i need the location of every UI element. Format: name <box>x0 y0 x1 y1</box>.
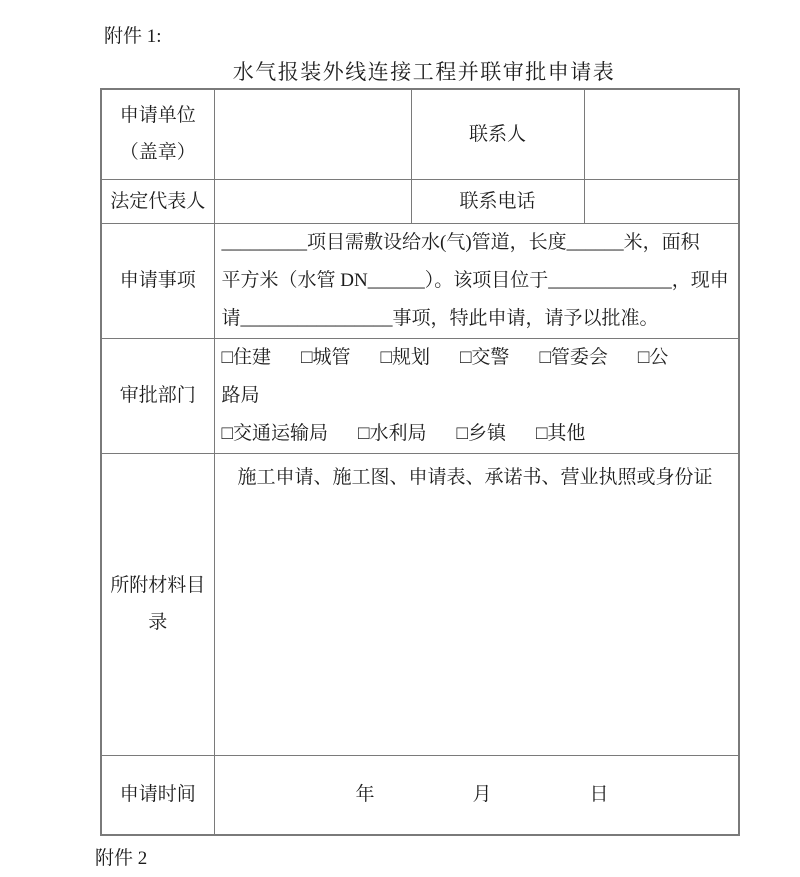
approval-departments-content-cell <box>214 338 739 453</box>
application-date-label: 申请时间 <box>119 784 196 806</box>
application-matter-label-cell <box>101 223 214 338</box>
date-units-line <box>215 780 739 810</box>
attached-materials-label-cell <box>101 453 214 755</box>
legal-representative-label-cell <box>101 179 214 223</box>
row-application-matter <box>101 223 739 338</box>
contact-phone-label-cell <box>411 179 584 223</box>
application-text-line: _________项目需敷设给水(气)管道，长度______米，面积 <box>221 231 700 253</box>
row-applicant-contact <box>101 89 739 179</box>
applicant-unit-label-cell <box>101 89 214 179</box>
approval-departments-label-cell <box>101 338 214 453</box>
applicant-unit-value-cell <box>214 89 411 179</box>
applicant-unit-seal-label: （盖章） <box>119 142 196 164</box>
application-matter-label: 申请事项 <box>119 270 196 291</box>
attachment-1-label: 附件 1: <box>104 26 162 47</box>
row-attached-materials <box>101 453 739 755</box>
applicant-unit-label: 申请单位 <box>119 105 196 127</box>
legal-representative-value-cell <box>214 179 411 223</box>
row-approval-departments <box>101 338 739 453</box>
date-unit-month: 月 <box>472 783 492 805</box>
row-application-date <box>101 755 739 835</box>
date-unit-day: 日 <box>589 783 609 805</box>
departments-line <box>222 415 735 453</box>
contact-person-value-cell <box>584 89 739 179</box>
application-matter-content-cell <box>214 223 739 338</box>
dept-option-jiaotongyunshuju: □交通运输局 <box>221 422 328 444</box>
contact-person-label-cell <box>411 89 584 179</box>
application-text-line: 请________________事项，特此申请，请予以批准。 <box>221 307 659 329</box>
application-date-label-cell <box>101 755 214 835</box>
approval-departments-label: 审批部门 <box>119 385 196 406</box>
row-legalrep-phone <box>101 179 739 223</box>
document-title: 水气报装外线连接工程并联审批申请表 <box>232 60 616 84</box>
application-form-table <box>100 88 740 836</box>
dept-option-guanweihui: □管委会 <box>539 346 608 368</box>
application-text-line: 平方米（水管 DN______）。该项目位于_____________，现申 <box>221 269 729 291</box>
attachment-2-label: 附件 2 <box>95 848 148 869</box>
application-date-content-cell <box>214 755 739 835</box>
dept-option-guihua: □规划 <box>380 346 430 368</box>
departments-line <box>222 377 735 415</box>
dept-option-chengguan: □城管 <box>300 346 351 368</box>
dept-option-zhujian: □住建 <box>221 346 271 368</box>
dept-option-gongluju-part1: □公 <box>637 346 669 368</box>
dept-option-qita: □其他 <box>535 422 586 444</box>
dept-option-jiaojing: □交警 <box>459 346 510 368</box>
attached-materials-content-cell <box>214 453 739 755</box>
date-unit-year: 年 <box>355 783 375 805</box>
attached-materials-list: 施工申请、施工图、申请表、承诺书、营业执照或身份证 <box>237 466 713 488</box>
dept-option-xiangzhen: □乡镇 <box>456 422 506 444</box>
contact-person-label: 联系人 <box>468 123 526 145</box>
dept-option-gongluju-part2: 路局 <box>221 384 260 406</box>
contact-phone-value-cell <box>584 179 739 223</box>
contact-phone-label: 联系电话 <box>459 190 536 212</box>
legal-representative-label: 法定代表人 <box>110 190 206 212</box>
departments-line <box>222 339 735 377</box>
attached-materials-label: 所附材料目录 <box>110 575 206 633</box>
dept-option-shuiliju: □水利局 <box>357 422 427 444</box>
